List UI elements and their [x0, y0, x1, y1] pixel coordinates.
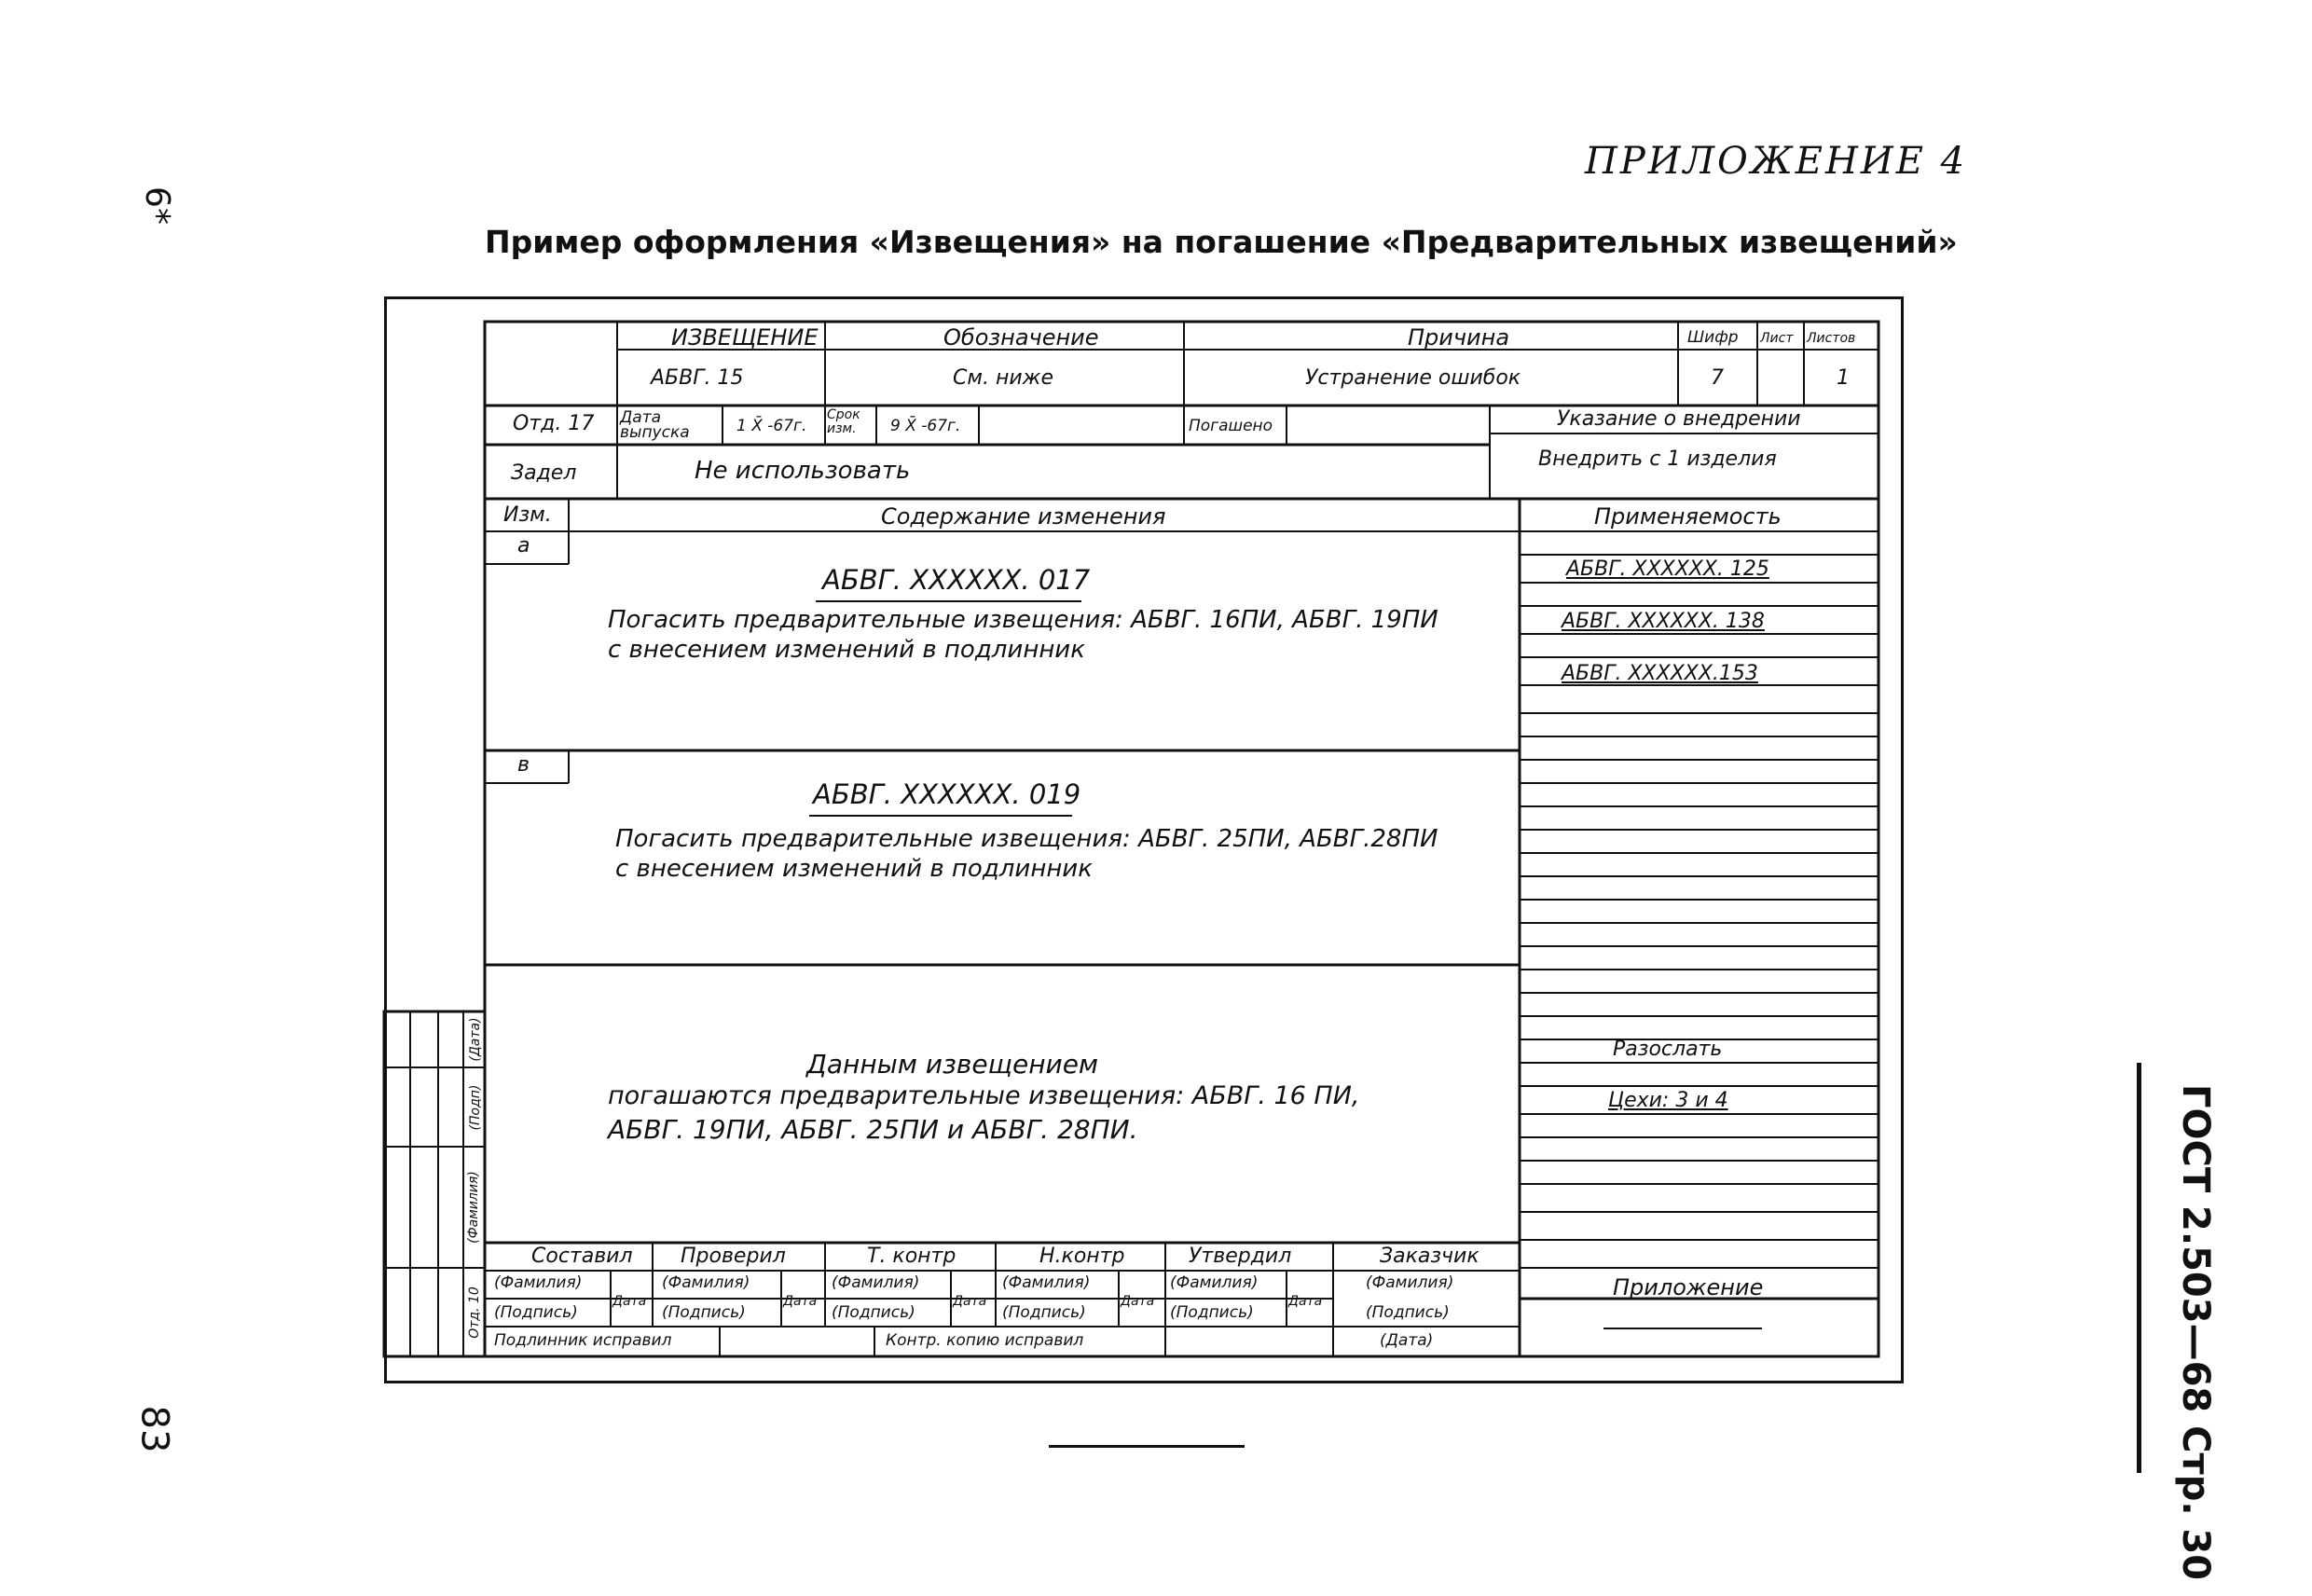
role-checked: Проверил	[681, 1245, 786, 1268]
original-fixed-label: Подлинник исправил	[494, 1331, 672, 1350]
signature-field: (Подпись)	[832, 1303, 915, 1322]
bottom-rule	[1049, 1445, 1245, 1448]
section-a-mark: а	[517, 534, 530, 557]
term-value: 9 X̄ -67г.	[890, 417, 961, 435]
designation-value: См. ниже	[953, 366, 1053, 390]
change-label: Изм.	[503, 503, 552, 527]
left-strip-surname: (Фамилия)	[466, 1171, 481, 1244]
dept-label: Отд. 17	[513, 412, 595, 435]
content-label: Содержание изменения	[881, 503, 1166, 530]
section-c-line3: АБВГ. 19ПИ, АБВГ. 25ПИ и АБВГ. 28ПИ.	[608, 1114, 1138, 1145]
page-number: 83	[132, 1405, 176, 1453]
role-tech-control: Т. контр	[867, 1245, 956, 1268]
role-customer: Заказчик	[1380, 1245, 1479, 1268]
issue-date-label: Дата выпуска	[620, 408, 690, 442]
section-c-line2: погашаются предварительные извещения: АБВГ. 16 ПИ,	[608, 1081, 1360, 1110]
send-label: Разослать	[1613, 1038, 1723, 1061]
signature-field: (Подпись)	[1170, 1303, 1254, 1322]
surname-field: (Фамилия)	[1002, 1273, 1091, 1292]
date-field: (Дата)	[1380, 1331, 1434, 1350]
surname-field: (Фамилия)	[832, 1273, 920, 1292]
signature-field: (Подпись)	[1366, 1303, 1450, 1322]
section-b-mark: в	[517, 753, 530, 777]
implementation-label: Указание о внедрении	[1557, 407, 1801, 431]
role-approved: Утвердил	[1189, 1245, 1292, 1268]
date-field: Дата	[953, 1294, 987, 1309]
left-strip-signature: (Подп)	[468, 1084, 483, 1131]
notice-value: АБВГ. 15	[651, 366, 744, 390]
copy-fixed-label: Контр. копию исправил	[886, 1331, 1084, 1350]
signature-field: (Подпись)	[1002, 1303, 1086, 1322]
surname-field: (Фамилия)	[1170, 1273, 1259, 1292]
applicability-label: Применяемость	[1594, 503, 1782, 530]
attachment-label: Приложение	[1613, 1274, 1764, 1300]
term-label: Срок изм.	[827, 407, 860, 436]
signature-field: (Подпись)	[494, 1303, 578, 1322]
standard-reference: ГОСТ 2.503—68 Стр. 30	[2174, 1084, 2217, 1581]
section-c-line1: Данным извещением	[806, 1049, 1099, 1080]
date-field: Дата	[1121, 1294, 1155, 1309]
date-field: Дата	[612, 1294, 647, 1309]
sheet-label: Лист	[1760, 331, 1794, 346]
section-b-line2: с внесением изменений в подлинник	[615, 855, 1093, 883]
surname-field: (Фамилия)	[494, 1273, 583, 1292]
section-b-doc: АБВГ. XXXXXX. 019	[813, 778, 1081, 810]
reason-value: Устранение ошибок	[1305, 366, 1521, 390]
surname-field: (Фамилия)	[662, 1273, 750, 1292]
role-norm-control: Н.контр	[1039, 1245, 1125, 1268]
applicability-item: АБВГ. XXXXXX.153	[1562, 662, 1758, 685]
sheets-label: Листов	[1807, 331, 1856, 346]
sheets-value: 1	[1837, 366, 1850, 390]
code-value: 7	[1711, 366, 1724, 390]
notice-label: ИЗВЕЩЕНИЕ	[671, 324, 819, 351]
designation-label: Обозначение	[943, 324, 1099, 351]
stock-label: Задел	[511, 461, 577, 485]
section-a-line1: Погасить предварительные извещения: АБВГ. 16ПИ, АБВГ. 19ПИ	[608, 606, 1438, 634]
left-strip-date: (Дата)	[468, 1017, 483, 1062]
send-value: Цехи: 3 и 4	[1608, 1089, 1728, 1112]
section-b-line1: Погасить предварительные извещения: АБВГ. 25ПИ, АБВГ.28ПИ	[615, 825, 1438, 853]
surname-field: (Фамилия)	[1366, 1273, 1454, 1292]
implementation-value: Внедрить с 1 изделия	[1538, 447, 1777, 471]
role-compiled: Составил	[531, 1245, 633, 1268]
left-strip-dept: Отд. 10	[467, 1286, 482, 1339]
date-field: Дата	[1288, 1294, 1323, 1309]
stock-value: Не использовать	[695, 457, 911, 485]
applicability-item: АБВГ. XXXXXX. 125	[1566, 557, 1769, 581]
page-mark-top: 6*	[137, 186, 176, 225]
caption: Пример оформления «Извещения» на погашение «Предварительных извещений»	[485, 224, 1958, 260]
reason-label: Причина	[1408, 324, 1510, 351]
applicability-item: АБВГ. XXXXXX. 138	[1562, 610, 1765, 633]
section-a-doc: АБВГ. XXXXXX. 017	[822, 564, 1091, 596]
appendix-title: ПРИЛОЖЕНИЕ 4	[1585, 140, 1968, 183]
repaid-label: Погашено	[1189, 417, 1273, 435]
date-field: Дата	[783, 1294, 818, 1309]
signature-field: (Подпись)	[662, 1303, 746, 1322]
code-label: Шифр	[1687, 328, 1739, 347]
issue-date-value: 1 X̄ -67г.	[736, 417, 807, 435]
section-a-line2: с внесением изменений в подлинник	[608, 636, 1085, 664]
